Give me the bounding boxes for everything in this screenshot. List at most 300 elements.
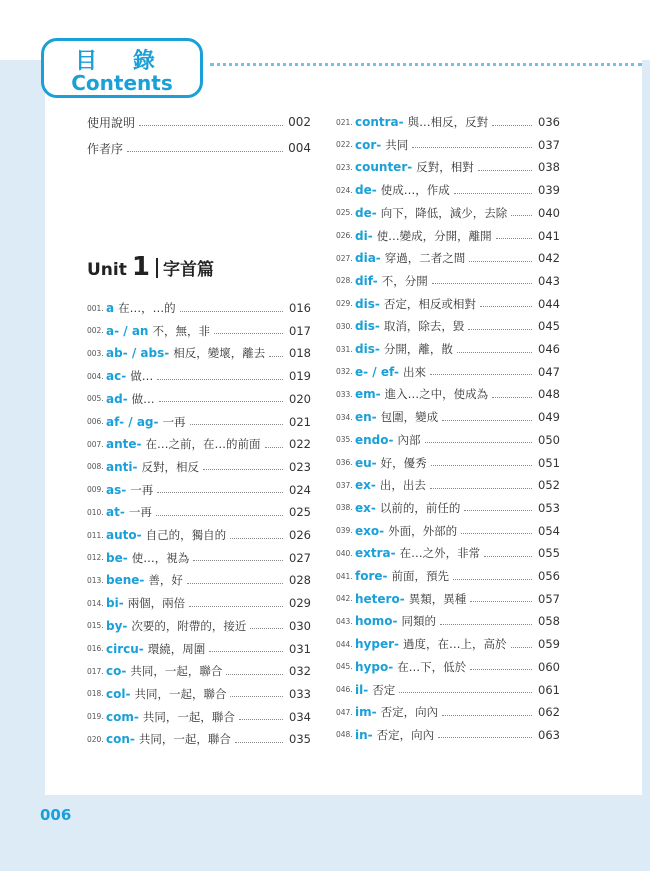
entry-prefix: exo- [355, 523, 385, 538]
entry-number: 032. [336, 367, 353, 377]
toc-entry[interactable] [87, 707, 311, 727]
entry-page: 037 [538, 137, 560, 152]
entry-meaning: 做… [131, 391, 155, 406]
toc-entry[interactable] [336, 135, 560, 155]
entry-page: 028 [289, 573, 311, 588]
entry-number: 045. [336, 662, 353, 672]
entry-page: 017 [289, 323, 311, 338]
entry-number: 021. [336, 117, 353, 127]
toc-intro-page: 002 [288, 115, 311, 129]
entry-page: 022 [289, 437, 311, 452]
leader-dots [511, 647, 533, 648]
entry-number: 004. [87, 371, 104, 381]
entry-prefix: contra- [355, 115, 404, 129]
entry-number: 001. [87, 303, 104, 313]
entry-prefix: con- [106, 732, 135, 747]
toc-entry[interactable] [336, 384, 560, 404]
toc-entry[interactable] [87, 321, 311, 341]
leader-dots [480, 306, 532, 307]
entry-prefix: de- [355, 205, 377, 220]
toc-entry[interactable] [336, 657, 560, 677]
title-english: Contents [71, 71, 173, 95]
entry-page: 018 [289, 346, 311, 361]
toc-entry[interactable] [336, 634, 560, 654]
entry-meaning: 反對，相對 [416, 160, 474, 175]
entry-number: 047. [336, 707, 353, 717]
entry-meaning: 兩個，兩倍 [127, 596, 186, 611]
entry-prefix: at- [106, 505, 125, 520]
entry-number: 035. [336, 435, 353, 445]
entry-meaning: 自己的，獨自的 [145, 528, 227, 542]
entry-number: 033. [336, 389, 353, 399]
entry-prefix: dia- [355, 251, 381, 266]
entry-prefix: e- / ef- [355, 364, 399, 379]
toc-entry[interactable] [87, 729, 311, 749]
entry-meaning: 共同，一起，聯合 [142, 709, 235, 724]
entry-prefix: ac- [106, 369, 127, 384]
toc-entry[interactable] [87, 548, 311, 568]
toc-entry[interactable] [336, 702, 560, 722]
entry-prefix: co- [106, 664, 127, 679]
toc-entry[interactable] [87, 366, 311, 386]
toc-entry[interactable] [336, 430, 560, 450]
entry-number: 024. [336, 185, 353, 195]
entry-page: 035 [289, 732, 311, 747]
entry-meaning: 共同，一起，聯合 [134, 686, 227, 701]
entry-number: 022. [336, 140, 353, 150]
entry-prefix: eu- [355, 455, 377, 470]
entry-meaning: 不，分開 [381, 273, 428, 288]
toc-entry[interactable] [336, 271, 560, 291]
entry-number: 020. [87, 734, 104, 744]
leader-dots [461, 533, 532, 534]
entry-prefix: ab- / abs- [106, 346, 170, 361]
entry-number: 006. [87, 417, 104, 426]
entry-page: 034 [289, 709, 311, 724]
entry-number: 037. [336, 480, 353, 490]
entry-meaning: 一再 [130, 482, 154, 497]
entry-page: 016 [289, 301, 311, 315]
entry-page: 053 [538, 500, 560, 515]
toc-entry[interactable] [336, 407, 560, 427]
entry-page: 039 [538, 183, 560, 198]
entry-prefix: auto- [106, 528, 142, 542]
leader-dots [453, 579, 532, 580]
toc-entry[interactable] [87, 684, 311, 704]
leader-dots [469, 261, 532, 262]
entry-meaning: 同類的 [401, 614, 437, 629]
entry-number: 025. [336, 208, 353, 218]
leader-dots [157, 492, 283, 493]
entry-prefix: dis- [355, 296, 380, 311]
entry-number: 026. [336, 231, 353, 240]
entry-number: 014. [87, 598, 104, 608]
entry-prefix: col- [106, 686, 131, 701]
toc-entry[interactable] [336, 157, 560, 177]
entry-meaning: 次要的，附帶的，接近 [131, 618, 247, 633]
entry-meaning: 共同，一起，聯合 [130, 664, 223, 679]
leader-dots [484, 556, 532, 557]
leader-dots [209, 651, 283, 652]
entry-prefix: circu- [106, 641, 144, 656]
unit-divider [156, 258, 158, 278]
leader-dots [412, 147, 532, 148]
entry-number: 010. [87, 507, 104, 517]
leader-dots [156, 515, 283, 516]
entry-meaning: 在…之外，非常 [399, 546, 481, 561]
entry-page: 062 [538, 705, 560, 720]
leader-dots [399, 692, 532, 693]
toc-intro-item[interactable] [87, 112, 311, 132]
entry-meaning: 相反，變壞，離去 [173, 346, 266, 361]
entry-number: 015. [87, 621, 104, 631]
entry-meaning: 反對，相反 [141, 459, 199, 474]
entry-number: 042. [336, 594, 353, 604]
entry-meaning: 共同 [385, 137, 409, 152]
leader-dots [511, 215, 532, 216]
entry-number: 030. [336, 321, 353, 331]
entry-meaning: 一再 [128, 505, 152, 520]
entry-number: 002. [87, 326, 104, 336]
page-frame-left [0, 60, 45, 795]
entry-meaning: 一再 [162, 414, 186, 429]
leader-dots [250, 628, 283, 629]
toc-intro-label: 使用說明 [87, 115, 136, 130]
leader-dots [189, 606, 283, 607]
entry-prefix: bene- [106, 573, 145, 588]
entry-meaning: 外面，外部的 [388, 523, 458, 538]
leader-dots [180, 311, 283, 312]
entry-page: 024 [289, 482, 311, 497]
entry-page: 048 [538, 387, 560, 402]
entry-prefix: ex- [355, 478, 376, 493]
unit-name: 字首篇 [162, 260, 214, 280]
entry-prefix: extra- [355, 546, 396, 561]
entry-meaning: 前面，預先 [391, 569, 450, 583]
entry-page: 019 [289, 369, 311, 384]
leader-dots [187, 583, 283, 584]
toc-entry[interactable] [336, 725, 560, 745]
entry-meaning: 取消，除去，毀 [383, 319, 465, 334]
toc-entry[interactable] [336, 362, 560, 382]
entry-page: 055 [538, 546, 560, 561]
leader-dots [226, 674, 283, 675]
toc-entry[interactable] [336, 112, 560, 132]
entry-page: 058 [538, 614, 560, 629]
toc-entry[interactable] [336, 180, 560, 200]
entry-number: 046. [336, 685, 353, 694]
toc-entry[interactable] [87, 570, 311, 590]
entry-number: 017. [87, 666, 104, 676]
toc-entry[interactable] [87, 661, 311, 681]
entry-meaning: 共同，一起，聯合 [138, 732, 231, 747]
entry-prefix: im- [355, 705, 377, 720]
toc-entry[interactable] [336, 294, 560, 314]
toc-entry[interactable] [336, 543, 560, 563]
entry-page: 033 [289, 686, 311, 701]
page-number: 006 [40, 806, 72, 824]
entry-page: 030 [289, 618, 311, 633]
entry-page: 063 [538, 727, 560, 742]
entry-meaning: 不，無，非 [152, 323, 210, 338]
leader-dots [470, 669, 532, 670]
toc-intro-item[interactable] [87, 138, 311, 158]
entry-prefix: ad- [106, 391, 128, 406]
leader-dots [468, 329, 532, 330]
leader-dots [431, 465, 532, 466]
toc-entry[interactable] [87, 389, 311, 409]
leader-dots [432, 283, 532, 284]
entry-page: 050 [538, 432, 560, 447]
leader-dots [190, 424, 284, 425]
toc-entry[interactable] [336, 611, 560, 631]
leader-dots [235, 742, 283, 743]
entry-prefix: be- [106, 550, 128, 565]
leader-dots [230, 696, 283, 697]
toc-entry[interactable] [87, 616, 311, 636]
entry-page: 051 [538, 455, 560, 470]
entry-number: 016. [87, 644, 104, 653]
entry-meaning: 內部 [397, 432, 421, 447]
entry-page: 020 [289, 391, 311, 406]
toc-entry[interactable] [336, 226, 560, 246]
entry-page: 025 [289, 505, 311, 520]
page-frame-bottom [0, 795, 650, 871]
toc-entry[interactable] [336, 453, 560, 473]
entry-prefix: hyper- [355, 637, 399, 652]
entry-number: 044. [336, 639, 353, 649]
entry-prefix: anti- [106, 459, 138, 474]
leader-dots [159, 401, 283, 402]
entry-meaning: 出來 [403, 364, 426, 379]
toc-entry[interactable] [87, 525, 311, 545]
entry-number: 018. [87, 689, 104, 699]
toc-entry[interactable] [87, 457, 311, 477]
toc-entry[interactable] [336, 316, 560, 336]
entry-prefix: fore- [355, 569, 388, 583]
entry-number: 034. [336, 412, 353, 422]
entry-page: 044 [538, 296, 560, 311]
entry-number: 003. [87, 348, 104, 358]
toc-entry[interactable] [87, 593, 311, 613]
entry-prefix: cor- [355, 137, 382, 152]
entry-meaning: 穿過，二者之間 [384, 251, 466, 266]
entry-prefix: hetero- [355, 591, 405, 606]
entry-prefix: em- [355, 387, 381, 402]
entry-page: 045 [538, 319, 560, 334]
title-badge [41, 38, 203, 98]
entry-meaning: 使…變成，分開，離開 [376, 228, 492, 243]
entry-number: 048. [336, 730, 353, 740]
toc-entry[interactable] [87, 480, 311, 500]
entry-page: 042 [538, 251, 560, 266]
leader-dots [193, 560, 283, 561]
header-dotted-rule [210, 63, 642, 66]
leader-dots [269, 356, 283, 357]
entry-number: 011. [87, 530, 104, 540]
entry-prefix: a [106, 301, 115, 315]
leader-dots [239, 719, 283, 720]
entry-page: 061 [538, 682, 560, 697]
leader-dots [492, 397, 532, 398]
entry-prefix: il- [355, 682, 369, 697]
entry-prefix: hypo- [355, 659, 394, 674]
entry-meaning: 包圍，變成 [380, 410, 439, 425]
leader-dots [470, 601, 532, 602]
entry-page: 038 [538, 160, 560, 175]
entry-meaning: 進入…之中，使成為 [384, 387, 489, 402]
entry-meaning: 否定，向內 [376, 727, 435, 742]
toc-intro-page: 004 [288, 141, 311, 155]
entry-meaning: 否定，相反或相對 [383, 296, 476, 311]
leader-dots [457, 352, 532, 353]
entry-meaning: 過度，在…上，高於 [403, 637, 507, 652]
entry-page: 059 [538, 637, 560, 652]
entry-meaning: 向下，降低，減少，去除 [380, 205, 508, 220]
entry-page: 027 [289, 550, 311, 565]
entry-prefix: dif- [355, 273, 378, 288]
entry-meaning: 使成…，作成 [380, 183, 450, 198]
leader-dots [442, 420, 532, 421]
entry-page: 052 [538, 478, 560, 493]
entry-meaning: 異類，異種 [408, 591, 467, 606]
entry-meaning: 在…下，低於 [397, 659, 467, 674]
entry-number: 027. [336, 253, 353, 263]
entry-prefix: de- [355, 183, 377, 198]
toc-entry[interactable] [336, 680, 560, 700]
entry-meaning: 好，優秀 [380, 455, 427, 470]
entry-number: 029. [336, 299, 353, 309]
entry-number: 023. [336, 162, 353, 172]
entry-number: 012. [87, 553, 104, 563]
entry-prefix: endo- [355, 432, 394, 447]
leader-dots [454, 193, 532, 194]
entry-page: 060 [538, 659, 560, 674]
entry-number: 036. [336, 458, 353, 467]
leader-dots [265, 447, 284, 448]
entry-number: 040. [336, 548, 353, 558]
entry-meaning: 做… [130, 369, 154, 384]
unit-number: 1 [131, 252, 150, 282]
entry-prefix: by- [106, 618, 128, 633]
entry-number: 013. [87, 575, 104, 585]
toc-intro-label: 作者序 [87, 141, 124, 156]
entry-number: 028. [336, 276, 353, 286]
toc-entry[interactable] [87, 298, 311, 318]
leader-dots [230, 538, 283, 539]
entry-meaning: 以前的，前任的 [379, 500, 461, 515]
entry-page: 040 [538, 205, 560, 220]
entry-number: 039. [336, 526, 353, 536]
entry-number: 038. [336, 503, 353, 513]
leader-dots [430, 374, 532, 375]
entry-prefix: in- [355, 727, 373, 742]
entry-meaning: 環繞，周圍 [147, 641, 206, 656]
leader-dots [127, 151, 283, 152]
entry-prefix: homo- [355, 614, 398, 629]
toc-entry[interactable] [87, 434, 311, 454]
entry-prefix: com- [106, 709, 139, 724]
leader-dots [496, 238, 532, 239]
leader-dots [442, 715, 532, 716]
toc-entry[interactable] [336, 498, 560, 518]
entry-meaning: 分開，離，散 [383, 342, 453, 356]
toc-entry[interactable] [336, 589, 560, 609]
entry-prefix: dis- [355, 342, 380, 356]
entry-number: 041. [336, 571, 353, 581]
entry-prefix: bi- [106, 596, 124, 611]
entry-page: 049 [538, 410, 560, 425]
entry-prefix: ante- [106, 437, 142, 452]
entry-page: 036 [538, 115, 560, 129]
entry-page: 029 [289, 596, 311, 611]
entry-meaning: 在…，…的 [118, 301, 176, 315]
toc-entry[interactable] [87, 639, 311, 659]
entry-number: 008. [87, 462, 104, 472]
toc-entry[interactable] [87, 502, 311, 522]
title-chinese: 目 錄 [75, 49, 169, 74]
toc-entry[interactable] [336, 566, 560, 586]
toc-entry[interactable] [87, 343, 311, 363]
entry-page: 047 [538, 364, 560, 379]
leader-dots [478, 170, 532, 171]
entry-page: 041 [538, 228, 560, 243]
toc-entry[interactable] [87, 412, 311, 432]
entry-page: 021 [289, 414, 311, 429]
entry-number: 043. [336, 616, 353, 626]
entry-page: 054 [538, 523, 560, 538]
unit-word: Unit [87, 260, 127, 280]
entry-meaning: 出，出去 [379, 478, 426, 493]
entry-page: 046 [538, 342, 560, 356]
leader-dots [438, 737, 532, 738]
entry-prefix: di- [355, 228, 373, 243]
entry-page: 031 [289, 641, 311, 656]
entry-meaning: 在…之前，在…的前面 [145, 437, 261, 452]
leader-dots [440, 624, 532, 625]
toc-entry[interactable] [336, 203, 560, 223]
page-frame-right [642, 60, 650, 800]
leader-dots [492, 125, 532, 126]
leader-dots [430, 488, 532, 489]
leader-dots [214, 333, 283, 334]
leader-dots [139, 125, 283, 126]
entry-meaning: 與…相反，反對 [407, 115, 489, 129]
leader-dots [425, 442, 533, 443]
entry-prefix: as- [106, 482, 127, 497]
entry-prefix: dis- [355, 319, 380, 334]
unit-heading [87, 250, 214, 280]
entry-page: 026 [289, 528, 311, 542]
toc-entry[interactable] [336, 339, 560, 359]
entry-number: 019. [87, 712, 104, 722]
entry-number: 005. [87, 394, 104, 404]
toc-entry[interactable] [336, 475, 560, 495]
entry-prefix: af- / ag- [106, 414, 159, 429]
leader-dots [157, 379, 283, 380]
entry-number: 031. [336, 344, 353, 354]
entry-prefix: ex- [355, 500, 376, 515]
entry-page: 043 [538, 273, 560, 288]
entry-meaning: 使…，視為 [131, 550, 190, 565]
entry-meaning: 否定 [372, 682, 396, 697]
leader-dots [464, 510, 532, 511]
entry-page: 056 [538, 569, 560, 583]
leader-dots [203, 469, 283, 470]
toc-entry[interactable] [336, 521, 560, 541]
toc-entry[interactable] [336, 248, 560, 268]
entry-meaning: 善，好 [148, 573, 183, 588]
